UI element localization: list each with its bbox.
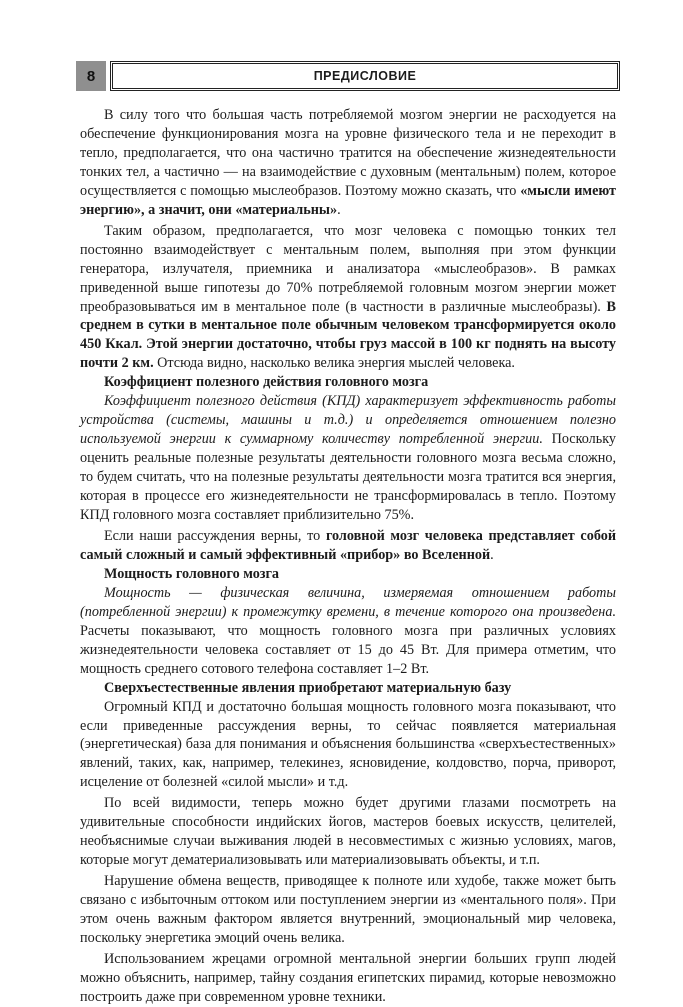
running-title: ПРЕДИСЛОВИЕ xyxy=(110,61,620,91)
page-number: 8 xyxy=(76,61,106,91)
page-body xyxy=(80,106,616,1007)
page-header xyxy=(76,61,620,91)
paragraph: По всей видимости, теперь можно будет другими глазами посмотреть на удивительные способности индийских йогов, мастеров боевых искусств, целителей, необъяснимые случаи выживания людей в несовместимых с жизнью условиях, магов, которые могут дематериализовывать или материализовывать объекты, и т.п. xyxy=(80,795,616,869)
section-heading: Коэффициент полезного действия головного мозга xyxy=(104,374,429,391)
paragraph: Таким образом, предполагается, что мозг человека с помощью тонких тел постоянно взаимодействует с ментальным полем, выполняя при этом функции генератора, излучателя, приемника и анализатора «мыслеобразов». В рамках приведенной выше гипотезы до 70% потребляемой головным мозгом энергии может преобразовываться им в ментальное поле (в частности в различные мыслеобразы). В среднем в сутки в ментальное поле обычным человеком трансформируется около 450 Ккал. Этой энергии достаточно, чтобы груз массой в 100 кг поднять на высоту почти 2 км. Отсюда видно, насколько велика энергия мыслей человека. xyxy=(80,222,616,372)
section-heading: Сверхъестественные явления приобретают материальную базу xyxy=(104,679,512,696)
paragraph: Мощность — физическая величина, измеряемая отношением работы (потребленной энергии) к промежутку времени, в течение которого она произведена. Расчеты показывают, что мощность головного мозга при различных условиях жизнедеятельности человека составляет от 15 до 45 Вт. Для примера отметим, что мощность среднего сотового телефона составляет 1–2 Вт. xyxy=(80,584,616,677)
paragraph: Использованием жрецами огромной ментальной энергии больших групп людей можно объяснить, например, тайну создания египетских пирамид, которые невозможно построить даже при современном уровне техники. xyxy=(80,950,616,1005)
paragraph: Если наши рассуждения верны, то головной мозг человека представляет собой самый сложный и самый эффективный «прибор» во Вселенной. xyxy=(80,527,616,563)
paragraph: В силу того что большая часть потребляемой мозгом энергии не расходуется на обеспечение функционирования мозга на уровне физического тела и не переходит в тепло, предполагается, что она частично тратится на обеспечение жизнедеятельности тонких тел, а частично — на взаимодействие с духовным (ментальным) полем, которое осуществляется с помощью мыслеобразов. Поэтому можно сказать, что «мысли имеют энергию», а значит, они «материальны». xyxy=(80,107,617,218)
paragraph: Нарушение обмена веществ, приводящее к полноте или худобе, также может быть связано с избыточным оттоком или поступлением энергии из «ментального поля». При этом очень важным фактором является внутренний, эмоциональный мир человека, поскольку энергетика эмоций очень велика. xyxy=(80,873,616,946)
paragraph: Коэффициент полезного действия (КПД) характеризует эффективность работы устройства (системы, машины и т.д.) и определяется отношением полезно используемой энергии к суммарному количеству потребленной энергии. Поскольку оценить реальные полезные результаты деятельности головного мозга весьма сложно, то будем считать, что на полезные результаты деятельности мозга тратится вся энергия, которая в процессе его жизнедеятельности не трансформировалась в тепло. Поэтому КПД головного мозга составляет приблизительно 75%. xyxy=(80,393,616,524)
paragraph: Огромный КПД и достаточно большая мощность головного мозга показывают, что если приведенные рассуждения верны, то сейчас появляется материальная (энергетическая) база для понимания и объяснения большинства «сверхъестественных» явлений, таких, как, например, телекинез, ясновидение, колдовство, порча, приворот, исцеление от болезней «силой мысли» и т.д. xyxy=(80,698,616,791)
section-heading: Мощность головного мозга xyxy=(104,565,280,582)
